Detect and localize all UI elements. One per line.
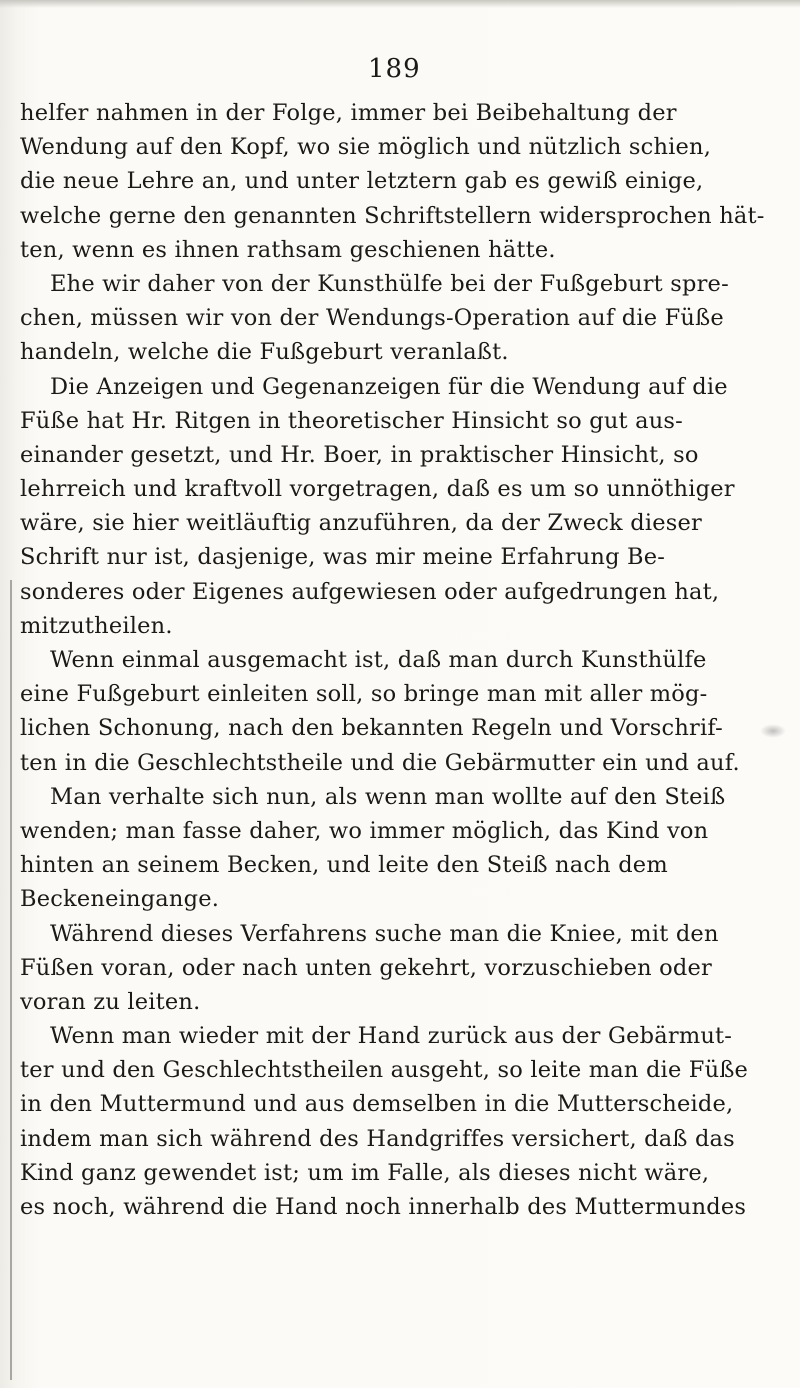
text-line: ter und den Geschlechtstheilen ausgeht, so leite man die Füße (20, 1057, 749, 1084)
text-line: Die Anzeigen und Gegenanzeigen für die Wendung auf die (50, 373, 728, 400)
page-top-edge (0, 0, 800, 8)
text-line: in den Muttermund und aus demselben in die Mutterscheide, (20, 1091, 734, 1118)
text-line: Beckeneingange. (20, 886, 220, 913)
binding-edge-line (10, 580, 12, 1380)
text-line: mitzutheilen. (20, 612, 173, 639)
text-line: lichen Schonung, nach den bekannten Regeln und Vorschrif- (20, 715, 723, 742)
body-text (20, 96, 782, 1224)
text-line: Wendung auf den Kopf, wo sie möglich und nützlich schien, (20, 134, 712, 161)
page-number: 189 (368, 54, 421, 84)
text-line: Füßen voran, oder nach unten gekehrt, vorzuschieben oder (20, 954, 712, 981)
text-line: sonderes oder Eigenes aufgewiesen oder aufgedrungen hat, (20, 578, 720, 605)
text-line: handeln, welche die Fußgeburt veranlaßt. (20, 339, 509, 366)
text-line: ten in die Geschlechtstheile und die Gebärmutter ein und auf. (20, 749, 740, 776)
text-line: hinten an seinem Becken, und leite den Steiß nach dem (20, 852, 668, 879)
text-line: wenden; man fasse daher, wo immer möglich, das Kind von (20, 817, 709, 844)
text-line: die neue Lehre an, und unter letztern gab es gewiß einige, (20, 168, 704, 195)
text-line: indem man sich während des Handgriffes versichert, daß das (20, 1125, 735, 1152)
text-line: voran zu leiten. (20, 988, 201, 1015)
text-line: chen, müssen wir von der Wendungs-Operation auf die Füße (20, 305, 724, 332)
text-line: einander gesetzt, und Hr. Boer, in praktischer Hinsicht, so (20, 441, 699, 468)
text-line: Wenn man wieder mit der Hand zurück aus der Gebärmut- (50, 1023, 733, 1050)
text-line: lehrreich und kraftvoll vorgetragen, daß es um so unnöthiger (20, 476, 735, 503)
text-line: Kind ganz gewendet ist; um im Falle, als dieses nicht wäre, (20, 1159, 710, 1186)
text-line: welche gerne den genannten Schriftstellern widersprochen hät- (20, 202, 765, 229)
text-line: helfer nahmen in der Folge, immer bei Beibehaltung der (20, 100, 677, 126)
text-line: Man verhalte sich nun, als wenn man wollte auf den Steiß (50, 783, 726, 810)
text-line: eine Fußgeburt einleiten soll, so bringe man mit aller mög- (20, 681, 708, 708)
text-line: es noch, während die Hand noch innerhalb des Muttermundes (20, 1194, 747, 1220)
text-line: Ehe wir daher von der Kunsthülfe bei der Fußgeburt spre- (50, 270, 729, 297)
text-line: wäre, sie hier weitläuftig anzuführen, da der Zweck dieser (20, 510, 702, 537)
text-line: Füße hat Hr. Ritgen in theoretischer Hinsicht so gut aus- (20, 407, 683, 434)
text-line: Schrift nur ist, dasjenige, was mir meine Erfahrung Be- (20, 544, 666, 571)
text-line: ten, wenn es ihnen rathsam geschienen hätte. (20, 236, 556, 263)
text-line: Während dieses Verfahrens suche man die Kniee, mit den (50, 920, 719, 947)
text-line: Wenn einmal ausgemacht ist, daß man durch Kunsthülfe (50, 647, 707, 673)
